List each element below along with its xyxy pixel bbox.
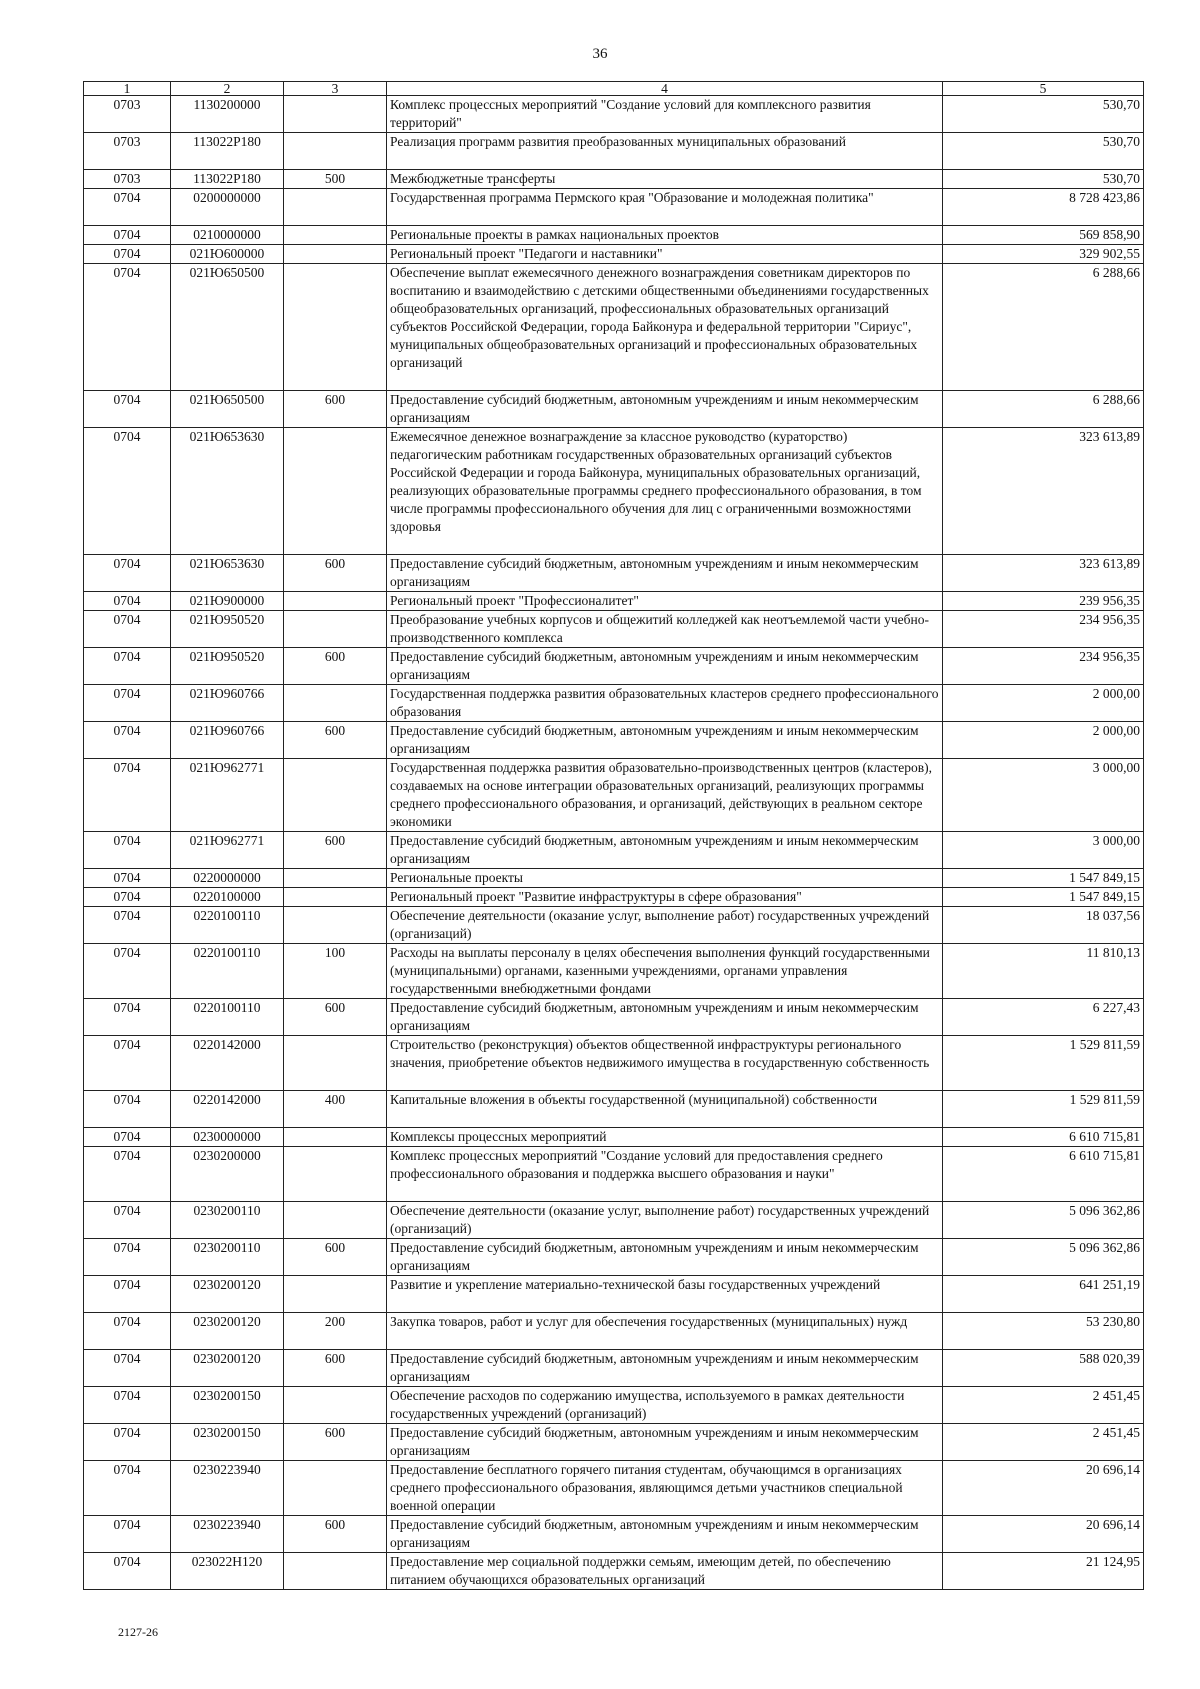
expense-type-cell: 200 [284, 1313, 387, 1350]
target-article-cell: 021Ю962771 [171, 832, 284, 869]
table-row [84, 555, 1144, 592]
section-code-cell: 0704 [84, 1516, 171, 1553]
expense-name-cell: Закупка товаров, работ и услуг для обеспечения государственных (муниципальных) нужд [387, 1313, 943, 1350]
table-row [84, 999, 1144, 1036]
amount-cell: 2 451,45 [943, 1424, 1144, 1461]
expense-name-cell: Государственная поддержка развития образовательных кластеров среднего профессионального образования [387, 685, 943, 722]
section-code-cell: 0704 [84, 1553, 171, 1590]
section-code-cell: 0704 [84, 555, 171, 592]
section-code-cell: 0703 [84, 170, 171, 189]
expense-name-cell: Комплекс процессных мероприятий "Создание условий для предоставления среднего профессионального образования и поддержка высшего образования и науки" [387, 1147, 943, 1202]
table-row [84, 1424, 1144, 1461]
expense-name-cell: Комплекс процессных мероприятий "Создание условий для комплексного развития территорий" [387, 96, 943, 133]
table-row [84, 96, 1144, 133]
target-article-cell: 021Ю650500 [171, 264, 284, 391]
table-row [84, 1147, 1144, 1202]
target-article-cell: 0230200150 [171, 1424, 284, 1461]
section-code-cell: 0704 [84, 391, 171, 428]
target-article-cell: 0230223940 [171, 1516, 284, 1553]
amount-cell: 329 902,55 [943, 245, 1144, 264]
amount-cell: 323 613,89 [943, 555, 1144, 592]
expense-type-cell: 500 [284, 170, 387, 189]
table-row [84, 1350, 1144, 1387]
expense-name-cell: Предоставление субсидий бюджетным, автономным учреждениям и иным некоммерческим организациям [387, 555, 943, 592]
expense-name-cell: Капитальные вложения в объекты государственной (муниципальной) собственности [387, 1091, 943, 1128]
expense-type-cell [284, 685, 387, 722]
expense-type-cell: 100 [284, 944, 387, 999]
amount-cell: 3 000,00 [943, 832, 1144, 869]
page-number: 36 [592, 46, 608, 62]
table-row [84, 1091, 1144, 1128]
expense-type-cell [284, 592, 387, 611]
section-code-cell: 0704 [84, 592, 171, 611]
amount-cell: 323 613,89 [943, 428, 1144, 555]
table-row [84, 1239, 1144, 1276]
section-code-cell: 0704 [84, 1350, 171, 1387]
expense-type-cell [284, 189, 387, 226]
amount-cell: 1 547 849,15 [943, 869, 1144, 888]
table-row [84, 170, 1144, 189]
expense-type-cell: 600 [284, 1516, 387, 1553]
expense-type-cell: 600 [284, 648, 387, 685]
expense-name-cell: Региональный проект "Профессионалитет" [387, 592, 943, 611]
amount-cell: 588 020,39 [943, 1350, 1144, 1387]
section-code-cell: 0704 [84, 1276, 171, 1313]
expense-type-cell [284, 1036, 387, 1091]
target-article-cell: 0220142000 [171, 1091, 284, 1128]
table-row [84, 1553, 1144, 1590]
section-code-cell: 0703 [84, 96, 171, 133]
expense-name-cell: Региональные проекты в рамках национальных проектов [387, 226, 943, 245]
expense-name-cell: Предоставление субсидий бюджетным, автономным учреждениям и иным некоммерческим организациям [387, 722, 943, 759]
table-body [84, 96, 1144, 1590]
amount-cell: 2 000,00 [943, 685, 1144, 722]
expense-type-cell [284, 226, 387, 245]
section-code-cell: 0704 [84, 245, 171, 264]
amount-cell: 1 547 849,15 [943, 888, 1144, 907]
expense-type-cell [284, 1387, 387, 1424]
amount-cell: 3 000,00 [943, 759, 1144, 832]
section-code-cell: 0704 [84, 999, 171, 1036]
expense-type-cell [284, 133, 387, 170]
target-article-cell: 0230200120 [171, 1276, 284, 1313]
header-col-4: 4 [387, 82, 943, 96]
expense-type-cell [284, 907, 387, 944]
header-col-5: 5 [943, 82, 1144, 96]
expense-name-cell: Государственная поддержка развития образовательно-производственных центров (кластеров), создаваемых на основе интеграции образовательных организаций, реализующих программы среднего профессионального образования, и организаций, действующих в реальном секторе экономики [387, 759, 943, 832]
target-article-cell: 113022P180 [171, 170, 284, 189]
section-code-cell: 0704 [84, 611, 171, 648]
expense-name-cell: Региональный проект "Развитие инфраструктуры в сфере образования" [387, 888, 943, 907]
amount-cell: 234 956,35 [943, 648, 1144, 685]
table-row [84, 832, 1144, 869]
expense-name-cell: Предоставление субсидий бюджетным, автономным учреждениям и иным некоммерческим организациям [387, 1239, 943, 1276]
expense-name-cell: Предоставление субсидий бюджетным, автономным учреждениям и иным некоммерческим организациям [387, 1516, 943, 1553]
section-code-cell: 0704 [84, 1202, 171, 1239]
header-col-3: 3 [284, 82, 387, 96]
table-row [84, 264, 1144, 391]
amount-cell: 5 096 362,86 [943, 1202, 1144, 1239]
expense-type-cell [284, 96, 387, 133]
amount-cell: 8 728 423,86 [943, 189, 1144, 226]
section-code-cell: 0704 [84, 226, 171, 245]
expense-name-cell: Обеспечение деятельности (оказание услуг, выполнение работ) государственных учреждений (организаций) [387, 907, 943, 944]
expense-name-cell: Предоставление субсидий бюджетным, автономным учреждениям и иным некоммерческим организациям [387, 832, 943, 869]
expense-name-cell: Региональные проекты [387, 869, 943, 888]
section-code-cell: 0704 [84, 1128, 171, 1147]
section-code-cell: 0704 [84, 1387, 171, 1424]
expense-type-cell: 600 [284, 391, 387, 428]
document-code: 2127-26 [118, 1625, 158, 1639]
target-article-cell: 0230200150 [171, 1387, 284, 1424]
amount-cell: 6 288,66 [943, 264, 1144, 391]
table-row [84, 391, 1144, 428]
expense-name-cell: Предоставление субсидий бюджетным, автономным учреждениям и иным некоммерческим организациям [387, 391, 943, 428]
target-article-cell: 0230200000 [171, 1147, 284, 1202]
target-article-cell: 0210000000 [171, 226, 284, 245]
section-code-cell: 0704 [84, 869, 171, 888]
target-article-cell: 021Ю960766 [171, 722, 284, 759]
table-row [84, 869, 1144, 888]
amount-cell: 234 956,35 [943, 611, 1144, 648]
expense-name-cell: Обеспечение выплат ежемесячного денежного вознаграждения советникам директоров по воспитанию и взаимодействию с детскими общественными объединениями государственных общеобразовательных организаций, профессиональных образовательных организаций субъектов Российской Федерации, города Байконура и федеральной территории "Сириус", муниципальных общеобразовательных организаций и профессиональных образовательных организаций [387, 264, 943, 391]
table-row [84, 1202, 1144, 1239]
expense-type-cell [284, 759, 387, 832]
expense-type-cell [284, 1461, 387, 1516]
section-code-cell: 0704 [84, 722, 171, 759]
section-code-cell: 0704 [84, 1239, 171, 1276]
table-row [84, 245, 1144, 264]
target-article-cell: 021Ю653630 [171, 555, 284, 592]
target-article-cell: 021Ю950520 [171, 648, 284, 685]
target-article-cell: 021Ю650500 [171, 391, 284, 428]
expense-type-cell: 600 [284, 1350, 387, 1387]
target-article-cell: 0230223940 [171, 1461, 284, 1516]
expense-type-cell [284, 245, 387, 264]
amount-cell: 530,70 [943, 96, 1144, 133]
expense-name-cell: Комплексы процессных мероприятий [387, 1128, 943, 1147]
table-row [84, 226, 1144, 245]
expense-name-cell: Преобразование учебных корпусов и общежитий колледжей как неотъемлемой части учебно-производственного комплекса [387, 611, 943, 648]
table-row [84, 1128, 1144, 1147]
amount-cell: 6 610 715,81 [943, 1147, 1144, 1202]
table-row [84, 592, 1144, 611]
expense-name-cell: Предоставление субсидий бюджетным, автономным учреждениям и иным некоммерческим организациям [387, 999, 943, 1036]
expense-name-cell: Ежемесячное денежное вознаграждение за классное руководство (кураторство) педагогическим работникам государственных образовательных организаций субъектов Российской Федерации и города Байконура, муниципальных образовательных организаций, реализующих образовательные программы среднего профессионального образования, в том числе программы профессионального обучения для лиц с ограниченными возможностями здоровья [387, 428, 943, 555]
expense-name-cell: Предоставление субсидий бюджетным, автономным учреждениям и иным некоммерческим организациям [387, 1350, 943, 1387]
budget-table [83, 81, 1144, 1590]
section-code-cell: 0704 [84, 1461, 171, 1516]
target-article-cell: 021Ю950520 [171, 611, 284, 648]
amount-cell: 530,70 [943, 170, 1144, 189]
expense-type-cell [284, 1128, 387, 1147]
table-row [84, 428, 1144, 555]
table-row [84, 1036, 1144, 1091]
section-code-cell: 0704 [84, 944, 171, 999]
expense-type-cell [284, 264, 387, 391]
target-article-cell: 021Ю653630 [171, 428, 284, 555]
amount-cell: 1 529 811,59 [943, 1091, 1144, 1128]
expense-type-cell: 600 [284, 555, 387, 592]
table-row [84, 133, 1144, 170]
section-code-cell: 0704 [84, 189, 171, 226]
expense-type-cell [284, 869, 387, 888]
expense-name-cell: Обеспечение деятельности (оказание услуг, выполнение работ) государственных учреждений (организаций) [387, 1202, 943, 1239]
expense-name-cell: Государственная программа Пермского края "Образование и молодежная политика" [387, 189, 943, 226]
target-article-cell: 0230200120 [171, 1313, 284, 1350]
target-article-cell: 113022P180 [171, 133, 284, 170]
table-row [84, 722, 1144, 759]
target-article-cell: 021Ю960766 [171, 685, 284, 722]
section-code-cell: 0704 [84, 907, 171, 944]
amount-cell: 641 251,19 [943, 1276, 1144, 1313]
expense-type-cell: 600 [284, 1424, 387, 1461]
table-row [84, 1313, 1144, 1350]
target-article-cell: 0220142000 [171, 1036, 284, 1091]
target-article-cell: 021Ю600000 [171, 245, 284, 264]
amount-cell: 2 000,00 [943, 722, 1144, 759]
target-article-cell: 0220100110 [171, 907, 284, 944]
table-row [84, 189, 1144, 226]
amount-cell: 6 288,66 [943, 391, 1144, 428]
target-article-cell: 0230200120 [171, 1350, 284, 1387]
amount-cell: 21 124,95 [943, 1553, 1144, 1590]
expense-type-cell [284, 1202, 387, 1239]
expense-name-cell: Предоставление субсидий бюджетным, автономным учреждениям и иным некоммерческим организациям [387, 648, 943, 685]
section-code-cell: 0704 [84, 888, 171, 907]
amount-cell: 5 096 362,86 [943, 1239, 1144, 1276]
expense-name-cell: Реализация программ развития преобразованных муниципальных образований [387, 133, 943, 170]
amount-cell: 6 227,43 [943, 999, 1144, 1036]
section-code-cell: 0704 [84, 264, 171, 391]
section-code-cell: 0704 [84, 1424, 171, 1461]
expense-name-cell: Развитие и укрепление материально-технической базы государственных учреждений [387, 1276, 943, 1313]
expense-type-cell [284, 428, 387, 555]
expense-type-cell: 400 [284, 1091, 387, 1128]
amount-cell: 239 956,35 [943, 592, 1144, 611]
target-article-cell: 023022Н120 [171, 1553, 284, 1590]
target-article-cell: 0230200110 [171, 1202, 284, 1239]
header-col-2: 2 [171, 82, 284, 96]
expense-type-cell [284, 1147, 387, 1202]
table-row [84, 1461, 1144, 1516]
amount-cell: 53 230,80 [943, 1313, 1144, 1350]
amount-cell: 20 696,14 [943, 1461, 1144, 1516]
expense-name-cell: Расходы на выплаты персоналу в целях обеспечения выполнения функций государственными (муниципальными) органами, казенными учреждениями, органами управления государственными внебюджетными фондами [387, 944, 943, 999]
table-row [84, 759, 1144, 832]
expense-name-cell: Предоставление субсидий бюджетным, автономным учреждениям и иным некоммерческим организациям [387, 1424, 943, 1461]
target-article-cell: 0200000000 [171, 189, 284, 226]
header-col-1: 1 [84, 82, 171, 96]
table-row [84, 648, 1144, 685]
expense-name-cell: Обеспечение расходов по содержанию имущества, используемого в рамках деятельности государственных учреждений (организаций) [387, 1387, 943, 1424]
section-code-cell: 0704 [84, 1147, 171, 1202]
expense-type-cell: 600 [284, 1239, 387, 1276]
target-article-cell: 0230200110 [171, 1239, 284, 1276]
table-row [84, 888, 1144, 907]
section-code-cell: 0704 [84, 1313, 171, 1350]
amount-cell: 569 858,90 [943, 226, 1144, 245]
section-code-cell: 0704 [84, 648, 171, 685]
section-code-cell: 0704 [84, 759, 171, 832]
section-code-cell: 0704 [84, 685, 171, 722]
expense-type-cell [284, 1276, 387, 1313]
target-article-cell: 021Ю900000 [171, 592, 284, 611]
table-row [84, 1387, 1144, 1424]
expense-name-cell: Региональный проект "Педагоги и наставники" [387, 245, 943, 264]
expense-name-cell: Предоставление бесплатного горячего питания студентам, обучающимся в организациях среднего профессионального образования, являющимся детьми участников специальной военной операции [387, 1461, 943, 1516]
amount-cell: 530,70 [943, 133, 1144, 170]
table-row [84, 685, 1144, 722]
section-code-cell: 0704 [84, 1091, 171, 1128]
expense-type-cell [284, 1553, 387, 1590]
table-header-row [84, 82, 1144, 96]
target-article-cell: 021Ю962771 [171, 759, 284, 832]
amount-cell: 2 451,45 [943, 1387, 1144, 1424]
expense-type-cell: 600 [284, 722, 387, 759]
expense-name-cell: Межбюджетные трансферты [387, 170, 943, 189]
target-article-cell: 1130200000 [171, 96, 284, 133]
section-code-cell: 0703 [84, 133, 171, 170]
target-article-cell: 0220100110 [171, 999, 284, 1036]
table-row [84, 611, 1144, 648]
amount-cell: 6 610 715,81 [943, 1128, 1144, 1147]
table-row [84, 1516, 1144, 1553]
expense-name-cell: Предоставление мер социальной поддержки семьям, имеющим детей, по обеспечению питанием обучающихся образовательных организаций [387, 1553, 943, 1590]
table-row [84, 944, 1144, 999]
section-code-cell: 0704 [84, 1036, 171, 1091]
amount-cell: 20 696,14 [943, 1516, 1144, 1553]
expense-type-cell [284, 611, 387, 648]
expense-name-cell: Строительство (реконструкция) объектов общественной инфраструктуры регионального значения, приобретение объектов недвижимого имущества в государственную собственность [387, 1036, 943, 1091]
table-row [84, 1276, 1144, 1313]
expense-type-cell: 600 [284, 832, 387, 869]
amount-cell: 18 037,56 [943, 907, 1144, 944]
amount-cell: 1 529 811,59 [943, 1036, 1144, 1091]
section-code-cell: 0704 [84, 428, 171, 555]
expense-type-cell: 600 [284, 999, 387, 1036]
target-article-cell: 0230000000 [171, 1128, 284, 1147]
expense-type-cell [284, 888, 387, 907]
table-row [84, 907, 1144, 944]
target-article-cell: 0220100000 [171, 888, 284, 907]
target-article-cell: 0220100110 [171, 944, 284, 999]
amount-cell: 11 810,13 [943, 944, 1144, 999]
section-code-cell: 0704 [84, 832, 171, 869]
target-article-cell: 0220000000 [171, 869, 284, 888]
